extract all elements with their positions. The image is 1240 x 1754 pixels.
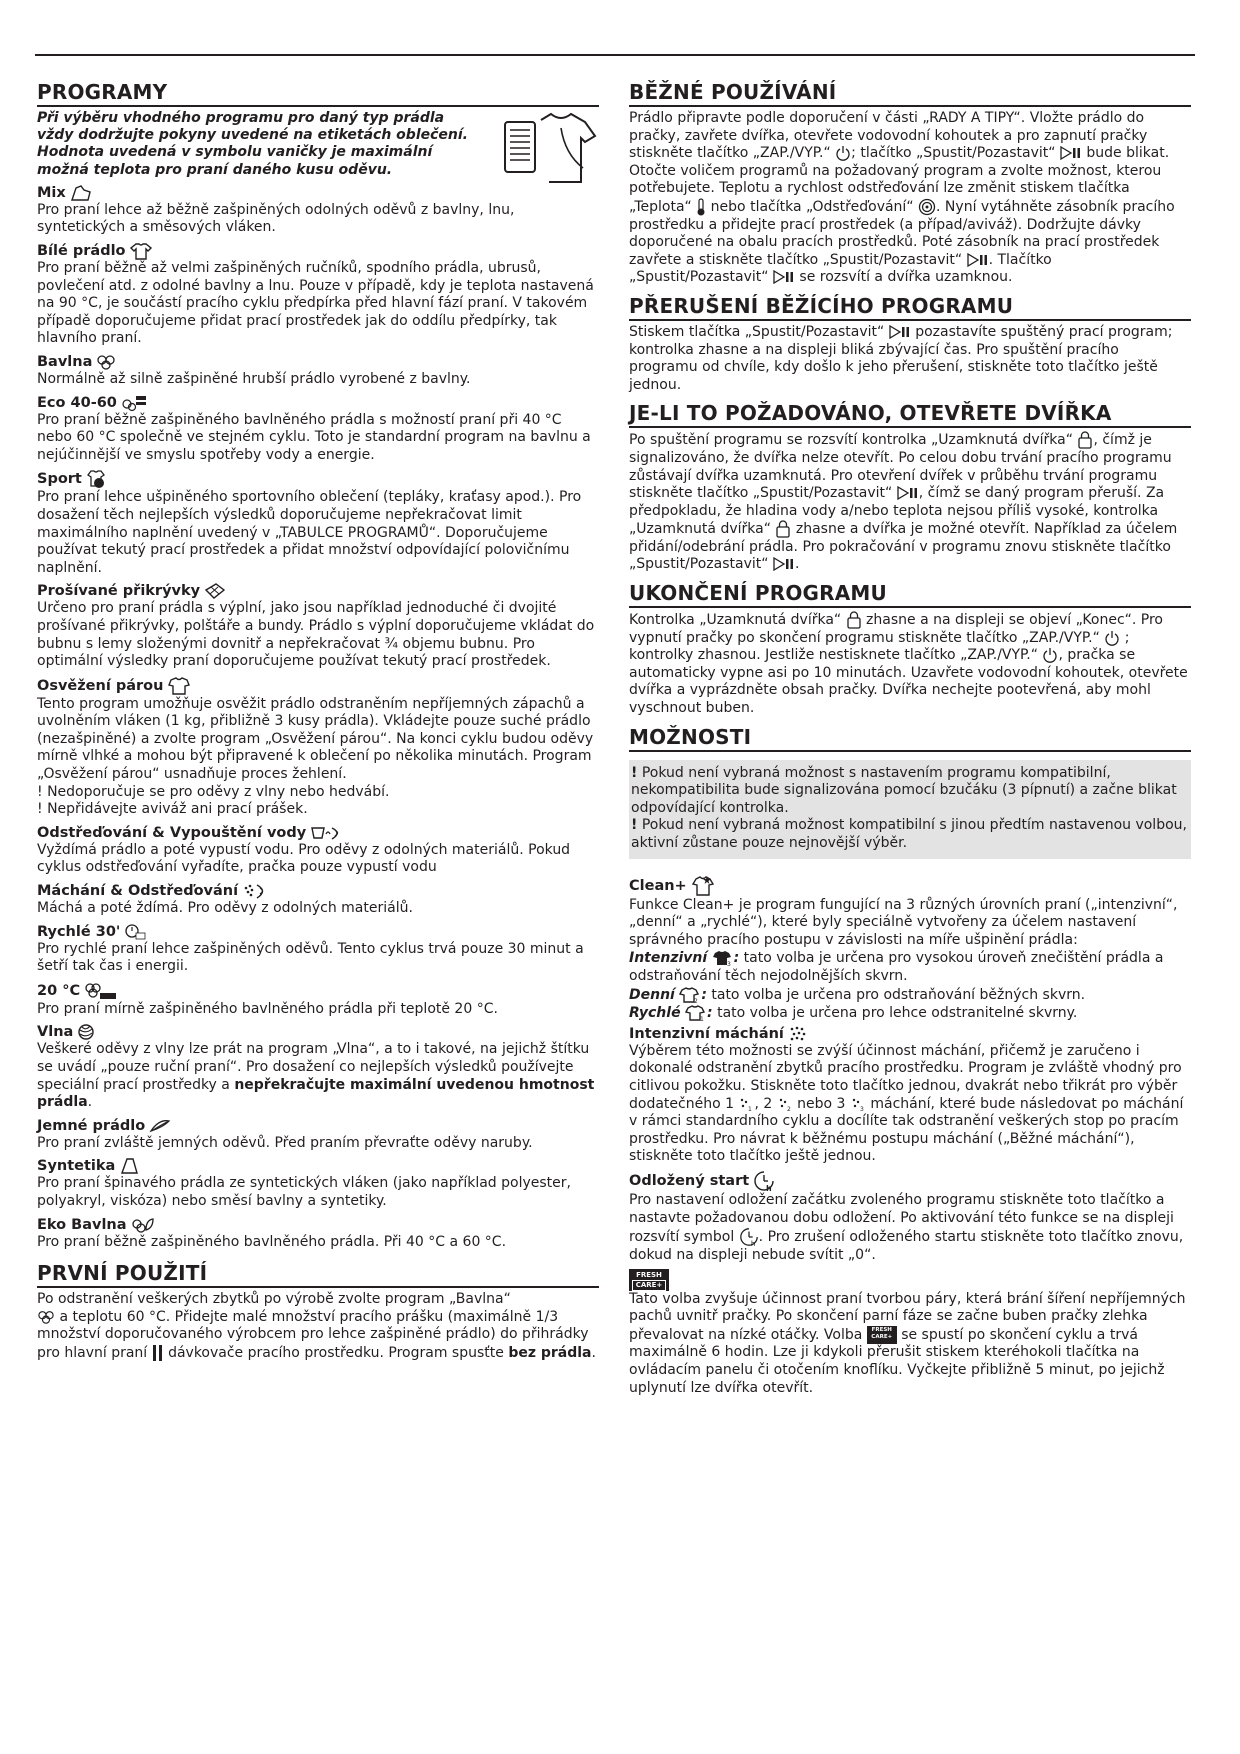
clean-rychle: [629, 1004, 1191, 1023]
rinse-1-icon: [738, 1096, 754, 1112]
intenzivni-colon: :: [733, 950, 740, 967]
section-programy: [37, 80, 599, 1251]
program-note: ! Nedoporučuje se pro oděvy z vlny nebo hedvábí.: [37, 783, 390, 800]
prvni-t3: dávkovače pracího prostředku. Program spusťte: [163, 1344, 509, 1361]
dvirka-t4: zhasne a dvířka je možné otevřít. Například za účelem přidání/odebrání prádla. Pro pokračování v programu znovu stiskněte tlačítko „Spustit/Pozastavit“: [629, 521, 1178, 573]
program-text: Pro praní běžně zašpiněného bavlněného prádla s možností praní při 40 °C nebo 60 °C společně ve stejném cyklu. Toto je standardní program na bavlnu a nejúčinnější ve smyslu spotřeby vody a energie.: [37, 411, 591, 463]
program-title: Rychlé 30': [37, 923, 121, 940]
note-bang: !: [631, 817, 638, 834]
clean-plus-title: Clean+: [629, 877, 687, 894]
preruseni-heading: PŘERUŠENÍ BĚŽÍCÍHO PROGRAMU: [629, 294, 1191, 321]
machani-t2: , 2: [754, 1095, 777, 1112]
prvni-pouziti-text: [37, 1291, 599, 1362]
dvirka-heading: JE-LI TO POŽADOVÁNO, OTEVŘETE DVÍŘKA: [629, 401, 1191, 428]
note-2-text: Pokud není vybraná možnost kompatibilní s jinou předtím nastavenou volbou, aktivní zůstane pouze nejnovější výběr.: [631, 817, 1187, 851]
rinse-spin-icon: [242, 882, 272, 900]
ukonceni-t3: ; kontrolky zhasnou. Jestliže nestisknete tlačítko „ZAP./VYP.“: [629, 629, 1130, 664]
cotton-icon: [96, 353, 116, 371]
moznosti-heading: MOŽNOSTI: [629, 725, 1191, 752]
sport-icon: [86, 469, 106, 489]
denni-text: tato volba je určena pro odstraňování běžných skvrn.: [706, 986, 1086, 1003]
ukonceni-heading: UKONČENÍ PROGRAMU: [629, 581, 1191, 608]
section-bezne-pouzivani: [629, 80, 1191, 287]
prvni-bold: bez prádla: [508, 1344, 592, 1361]
program-sport: [37, 469, 599, 577]
moznosti-note-box: [629, 760, 1191, 859]
power-icon: [835, 145, 851, 161]
intenzivni-text: tato volba je určena pro vysokou úroveň znečištění prádla a odstraňování těch nejodolnějších skvrn.: [629, 950, 1164, 984]
bezne-t4: nebo tlačítka „Odstřeďování“: [706, 198, 919, 215]
ukonceni-text: [629, 611, 1191, 718]
program-title: Odstřeďování & Vypouštění vody: [37, 824, 307, 841]
power-icon: [1042, 647, 1058, 663]
program-syntetika: [37, 1157, 599, 1210]
program-title: Bavlna: [37, 353, 93, 370]
bezne-t2: ; tlačítko „Spustit/Pozastavit“: [851, 145, 1060, 162]
fresh-inline-top: FRESH: [871, 1326, 892, 1333]
program-title: Osvěžení párou: [37, 677, 164, 694]
odlozeny-text: [629, 1192, 1191, 1265]
program-text: Pro praní mírně zašpiněného bavlněného prádla při teplotě 20 °C.: [37, 1000, 498, 1017]
svg-text:2: 2: [786, 1105, 791, 1112]
denni-label: Denní: [629, 986, 675, 1003]
cotton-icon: [37, 1309, 55, 1325]
program-text: Určeno pro praní prádla s výplní, jako jsou například jednoduché či dvojité prošívané přikrývky, polštáře a bundy. Prádlo s výplní doporučujeme vkládat do bubnu s lemy složenými dovnitř a nepřekračovat ¾ objemu bubnu. Pro optimální výsledky praní doporučujeme používat tekutý prací prostředek.: [37, 600, 595, 670]
start-pause-icon: [889, 325, 911, 339]
programy-intro-wrap: [37, 110, 599, 179]
ukonceni-t1: Kontrolka „Uzamknutá dvířka“: [629, 612, 846, 629]
start-pause-icon: [897, 486, 919, 500]
fresh-t2: se spustí po skončení cyklu a trvá maximálně 6 hodin. Lze ji kdykoli přerušit stiskem kteréhokoli tlačítka na ovládacím panelu či otočením knoflíku. Vyčkejte přibližně 5 minut, po jejichž uplynutí lze dvířka otevřít.: [629, 1326, 1165, 1396]
odlozeny-t2: . Pro zrušení odloženého startu stiskněte toto tlačítko znovu, dokud na displeji nebude svítit „0“.: [629, 1229, 1184, 1264]
wool-icon: [77, 1023, 95, 1041]
section-moznosti: [629, 725, 1191, 1398]
program-title: 20 °C: [37, 982, 81, 999]
fresh-care-badge: [629, 1269, 669, 1291]
program-title: Sport: [37, 471, 82, 488]
machani-text: [629, 1043, 1191, 1166]
program-machani-odstredovani: [37, 882, 599, 918]
program-vlna: [37, 1023, 599, 1111]
programy-heading: PROGRAMY: [37, 80, 599, 107]
machani-t4: máchání, které bude následovat po máchání v rámci standardního cyklu a docílíte tak odstranění veškerých stop po pracím prostředku. Pro návrat k běžnému postupu máchání („Běžné máchání“), stiskněte toto tlačítko ještě jednou.: [629, 1095, 1184, 1165]
bezne-t5: . Nyní vytáhněte zásobník pracího prostředku a přidejte prací prostředek (a případ/aviváž). Dodržujte dávky doporučené na obalu pracích prostředků. Poté zásobník na prací prostředek zavřete a stiskněte tlačítko „Spustit/Pozastavit“: [629, 198, 1175, 268]
programy-intro: Při výběru vhodného programu pro daný typ prádla vždy dodržujte pokyny uvedené na etiketách oblečení. Hodnota uvedená v symbolu vaničky je maximální možná teplota pro praní daného kusu oděvu.: [37, 110, 468, 178]
program-osvezeni-parou: [37, 676, 599, 819]
program-text: Pro praní lehce až běžně zašpiněných odolných oděvů z bavlny, lnu, syntetických a směsových vláken.: [37, 201, 515, 236]
program-text: Pro praní běžně zašpiněného bavlněného prádla. Při 40 °C a 60 °C.: [37, 1233, 507, 1250]
program-text: [37, 1041, 599, 1111]
program-title: Prošívané přikrývky: [37, 583, 201, 600]
door-lock-icon: [1077, 431, 1093, 449]
program-title: Bílé prádlo: [37, 243, 126, 259]
clean-daily-icon: [679, 986, 701, 1004]
right-column: [629, 80, 1191, 1404]
program-text: Pro praní lehce ušpiněného sportovního oblečení (tepláky, kraťasy apod.). Pro dosažení těch nejlepších výsledků doporučujeme nepřekračovat limit maximálního naplnění uvedený v „TABULCE PROGRAMŮ“. Doporučujeme používat tekutý prací prostředek a přidat množství odpovídající polovičnímu naplnění.: [37, 489, 582, 576]
program-title: Máchání & Odstřeďování: [37, 883, 239, 900]
intensive-rinse-icon: [788, 1025, 808, 1043]
delicate-icon: [149, 1117, 171, 1135]
dvirka-t2: , čímž je signalizováno, že dvířka nelze otevřít. Po celou dobu trvání pracího programu zůstávají dvířka uzamknutá. Pro otevření dvířek v průběhu trvání programu stiskněte tlačítko „Spustit/Pozastavit“: [629, 432, 1172, 502]
moznosti-note-2: [631, 817, 1187, 852]
rychle-label: Rychlé: [629, 1005, 681, 1022]
clean-quick-icon: [685, 1004, 707, 1022]
fresh-inline-bottom: CARE+: [871, 1333, 893, 1340]
clean-intenzivni: [629, 949, 1191, 985]
main-wash-compartment-icon: [152, 1344, 164, 1362]
spin-drain-icon: [310, 824, 344, 842]
preruseni-text: [629, 324, 1191, 394]
program-jemne-pradlo: [37, 1117, 599, 1153]
delay-start-icon: [739, 1227, 759, 1247]
bezne-t3: bude blikat. Otočte voličem programů na požadovaný program a zvolte možnost, kterou potřebujete. Teplotu a rychlost odstřeďování lze změnit stiskem tlačítka „Teplota“: [629, 145, 1170, 215]
prvni-tail: .: [591, 1344, 596, 1361]
start-pause-icon: [773, 270, 795, 284]
clean-intensive-icon: [712, 949, 734, 967]
eco-40-60-icon: [121, 394, 147, 412]
delay-start-icon: [753, 1170, 775, 1192]
program-title: Jemné prádlo: [37, 1117, 146, 1134]
rychle-text: tato volba je určena pro lehce odstranitelné skvrny.: [712, 1005, 1078, 1022]
preruseni-t1: Stiskem tlačítka „Spustit/Pozastavit“: [629, 323, 889, 340]
program-odstredovani-vypousteni: [37, 824, 599, 877]
fresh-care-inline-badge: [867, 1326, 897, 1344]
machani-t3: nebo 3: [792, 1095, 850, 1112]
bezne-t1: Prádlo připravte podle doporučení v části „RADY A TIPY“. Vložte prádlo do pračky, zavřete dvířka, otevřete vodovodní kohoutek a pro zapnutí pračky stiskněte tlačítko „ZAP./VYP.“: [629, 110, 1148, 162]
program-text: Pro praní běžně až velmi zašpiněných ručníků, spodního prádla, ubrusů, povlečení atd. z odolné bavlny a lnu. Pouze v případě, kdy je teplota nastavená na 90 °C, je součástí pracího cyklu předpírka před hlavní fází praní. V takovém případě doporučujeme přidat prací prostředek jak do oddílu předpírky, tak hlavního praní.: [37, 260, 594, 347]
fresh-t1: Tato volba zvyšuje účinnost praní tvorbou páry, která brání šíření nepříjemných pachů uvnitř pračky. Po skončení parní fáze se začne buben pračky zlehka převalovat na nízké otáčky. Volba: [629, 1290, 1186, 1343]
option-odlozeny-start: [629, 1170, 1191, 1192]
machani-title: Intenzivní máchání: [629, 1025, 784, 1042]
section-dvirka: [629, 401, 1191, 574]
program-text: Vyždímá prádlo a poté vypustí vodu. Pro oděvy z odolných materiálů. Pokud cyklus odstřeďování vyřadíte, pračka pouze vypustí vodu: [37, 841, 571, 876]
dvirka-t5: .: [794, 556, 800, 573]
white-shirt-icon: [130, 242, 152, 260]
cotton-20c-icon: [84, 981, 118, 1001]
rinse-3-icon: [850, 1096, 866, 1112]
door-lock-icon: [775, 520, 791, 538]
left-column: [37, 80, 599, 1370]
shirt-care-label-icon: [499, 108, 597, 194]
moznosti-note-1: [631, 765, 1187, 818]
section-preruseni: [629, 294, 1191, 394]
clean-plus-text: Funkce Clean+ je program fungující na 3 různých úrovních praní („intenzivní“, „denní“ a „rychlé“), které byly speciálně vytvořeny za účelem nastavení správného pracího postupu v závislosti na míře ušpinění prádla:: [629, 896, 1178, 948]
spin-icon: [918, 198, 936, 216]
duvet-icon: [204, 582, 226, 600]
program-title: Eko Bavlna: [37, 1216, 127, 1233]
fresh-care-text: [629, 1291, 1191, 1398]
clean-denni: [629, 986, 1191, 1005]
wool-text: Veškeré oděvy z vlny lze prát na program „Vlna“, a to i takové, na jejichž štítku se uvádí „pouze ruční praní“. Pro dosažení co nejlepších výsledků používejte speciální prací prostředky a: [37, 1041, 590, 1093]
intenzivni-label: Intenzivní: [629, 950, 708, 967]
program-title: Eco 40-60: [37, 394, 117, 411]
program-text: Pro praní zvláště jemných oděvů. Před praním převraťte oděvy naruby.: [37, 1134, 533, 1151]
program-text: Tento program umožňuje osvěžit prádlo odstraněním nepříjemných zápachů a uvolněním vláken (1 kg, přibližně 3 kusy prádla). Vkládejte pouze suché prádlo (nezašpiněné) a zvolte program „Osvěžení párou“. Na konci cyklu budou oděvy mírně vlhké a mohou být připravené k oblečení po několika minutách. Program „Osvěžení párou“ usnadňuje proces žehlení.: [37, 695, 594, 783]
section-ukonceni: [629, 581, 1191, 718]
eco-cotton-icon: [131, 1216, 155, 1234]
program-bavlna: [37, 353, 599, 389]
program-text: Normálně až silně zašpiněné hrubší prádlo vyrobené z bavlny.: [37, 370, 471, 387]
ukonceni-t4: , pračka se automaticky vypne asi po 10 minutách. Uzavřete vodovodní kohoutek, otevřete dvířka a vyprázdněte obsah pračky. Dvířka nechejte pootevřená, aby mohl vyschnout buben.: [629, 647, 1188, 717]
start-pause-icon: [967, 253, 989, 267]
synthetic-icon: [119, 1157, 139, 1175]
program-text: Pro praní špinavého prádla ze syntetických vláken (jako například polyester, polyakryl, viskóza) nebo směsí bavlny a syntetiky.: [37, 1175, 571, 1209]
wool-text-tail: .: [87, 1094, 93, 1111]
start-pause-icon: [1060, 146, 1082, 160]
door-lock-icon: [846, 611, 862, 629]
rinse-2-icon: [777, 1096, 793, 1112]
ukonceni-t2: zhasne a na displeji se objeví „Konec“. Pro vypnutí pračky po skončení programu stiskněte tlačítko „ZAP./VYP.“: [629, 612, 1163, 646]
clean-plus-icon: [691, 875, 715, 897]
fresh-care-top: FRESH: [636, 1270, 662, 1279]
dvirka-t1: Po spuštění programu se rozsvítí kontrolka „Uzamknutá dvířka“: [629, 432, 1078, 449]
dvirka-text: [629, 431, 1191, 574]
rychle-colon: :: [707, 1005, 713, 1022]
bezne-t7: se rozsvítí a dvířka uzamknou.: [794, 269, 1013, 286]
svg-text:1: 1: [748, 1105, 753, 1112]
program-text: Pro rychlé praní lehce zašpiněných oděvů. Tento cyklus trvá pouze 30 minut a šetří tak čas i energii.: [37, 940, 584, 975]
note-1-text: Pokud není vybraná možnost s nastavením programu kompatibilní, nekompatibilita bude signalizována pomocí bzučáku (3 pípnutí) a začne blikat odpovídající kontrolka.: [631, 764, 1177, 816]
svg-text:3: 3: [859, 1105, 864, 1112]
preruseni-t2: pozastavíte spuštěný prací program; kontrolka zhasne a na displeji bliká zbývající čas. Pro spuštění pracího programu od chvíle, kdy došlo k jeho přerušení, stiskněte toto tlačítko ještě jednou.: [629, 323, 1173, 393]
program-20c: [37, 981, 599, 1019]
program-note: ! Nepřidávejte aviváž ani prací prášek.: [37, 801, 308, 818]
program-text: Máchá a poté ždímá. Pro oděvy z odolných materiálů.: [37, 900, 413, 917]
denni-colon: :: [701, 986, 707, 1003]
prvni-t1: Po odstranění veškerých zbytků po výrobě zvolte program „Bavlna“: [37, 1291, 511, 1308]
program-title: Mix: [37, 184, 66, 201]
odlozeny-title: Odložený start: [629, 1172, 750, 1189]
option-intenzivni-machani: [629, 1025, 1191, 1043]
program-rychle-30: [37, 923, 599, 976]
quick-30-icon: [124, 923, 146, 941]
svg-text:1: 1: [700, 1016, 704, 1023]
svg-text:h: h: [750, 1239, 756, 1248]
program-bile-pradlo: [37, 242, 599, 348]
program-prosivane-prikryvky: [37, 582, 599, 670]
start-pause-icon: [773, 557, 795, 571]
machani-t1: Výběrem této možnosti se zvýší účinnost máchání, přičemž je zaručeno i dokonalé odstranění zbytků pracího prostředku. Program je zvláště vhodný pro citlivou pokožku. Stiskněte toto tlačítko jednou, dvakrát nebo třikrát pro výběr dodatečného 1: [629, 1042, 1182, 1112]
temperature-icon: [696, 198, 706, 216]
svg-text:2: 2: [694, 997, 699, 1004]
steam-refresh-icon: [167, 676, 191, 696]
option-clean-plus: [629, 875, 1191, 897]
power-icon: [1104, 630, 1120, 646]
program-title: Syntetika: [37, 1158, 116, 1175]
prvni-t2: a teplotu 60 °C. Přidejte malé množství pracího prášku (maximálně 1/3 množství doporučovaného výrobcem pro lehce zašpiněné prádlo) do přihrádky pro hlavní praní: [37, 1308, 589, 1361]
fresh-care-bottom: CARE+: [632, 1280, 666, 1291]
section-prvni-pouziti: [37, 1261, 599, 1362]
dvirka-t3: , čímž se daný program přeruší. Za předpokladu, že hladina vody a/nebo teplota nejsou příliš vysoké, kontrolka „Uzamknutá dvířka“: [629, 485, 1165, 538]
program-eco-40-60: [37, 394, 599, 465]
bezne-text: [629, 110, 1191, 287]
bezne-heading: BĚŽNÉ POUŽÍVÁNÍ: [629, 80, 1191, 107]
prvni-pouziti-heading: PRVNÍ POUŽITÍ: [37, 1261, 599, 1288]
program-eko-bavlna: [37, 1216, 599, 1252]
odlozeny-t1: Pro nastavení odložení začátku zvoleného programu stiskněte toto tlačítko a nastavte požadovanou dobu odložení. Po aktivování této funkce se na displeji rozsvítí symbol: [629, 1191, 1174, 1246]
note-bang: !: [631, 764, 638, 781]
bezne-t6: . Tlačítko „Spustit/Pozastavit“: [629, 251, 1052, 286]
wool-text-bold: nepřekračujte maximální uvedenou hmotnost prádla: [37, 1076, 595, 1111]
top-rule: [35, 54, 1195, 56]
program-title: Vlna: [37, 1024, 74, 1041]
svg-text:3: 3: [726, 961, 731, 968]
svg-text:h: h: [766, 1183, 772, 1192]
mix-icon: [70, 184, 92, 202]
